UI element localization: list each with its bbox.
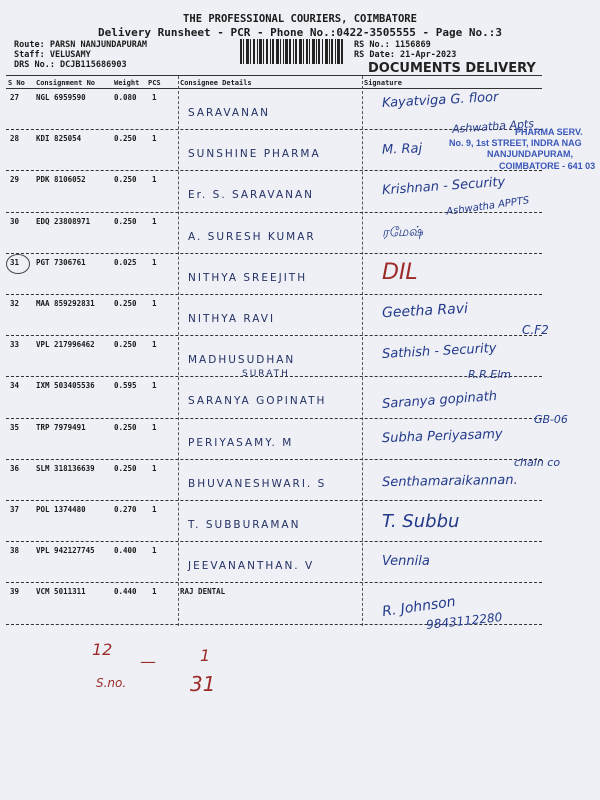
row-consignee: JEEVANANTHAN. V <box>188 560 315 573</box>
row-consignment-no: SLM 318136639 <box>36 463 95 473</box>
row-signature: Geetha Ravi <box>381 300 469 322</box>
stamp-line-3: NANJUNDAPURAM, <box>487 149 574 159</box>
row-pcs: 1 <box>152 93 157 102</box>
annotation-row27: Ashwatha Apts <box>451 117 535 136</box>
page-subtitle: Delivery Runsheet - PCR - Phone No.:0422-3505555 - Page No.:3 <box>98 26 502 39</box>
row-weight: 0.080 <box>114 93 137 102</box>
row-divider <box>6 335 542 336</box>
col-header-weight: Weight <box>114 79 140 87</box>
row-consignee: BHUVANESHWARI. S <box>188 477 327 490</box>
row-pcs: 1 <box>152 257 157 267</box>
row-signature: DIL <box>382 259 418 285</box>
row-pcs: 1 <box>152 340 157 350</box>
row-weight: 0.250 <box>114 216 137 226</box>
row-signature: ரமேஷ் <box>381 223 424 241</box>
row-consignment-no: VCM 5011311 <box>36 587 86 597</box>
row-consignee: PERIYASAMY. M <box>188 436 294 449</box>
row-sno: 31 <box>10 257 20 267</box>
drs-number: DRS No.: DCJB115686903 <box>14 60 127 70</box>
col-header-sno: S No <box>8 79 25 87</box>
column-divider-signature <box>362 76 363 626</box>
row-signature: Vennila <box>382 554 430 570</box>
row-weight: 0.250 <box>114 463 137 473</box>
header-rule-bottom <box>6 88 542 89</box>
rs-number: RS No.: 1156869 <box>354 40 431 50</box>
stamp-line-2: No. 9, 1st STREET, INDRA NAG <box>449 138 582 148</box>
row-consignee: SUNSHINE PHARMA <box>188 148 321 161</box>
row-weight: 0.250 <box>114 175 137 185</box>
annotation-row34: GB-06 <box>534 413 568 426</box>
row-consignment-no: KDI 825054 <box>36 134 82 144</box>
row-divider <box>6 500 542 501</box>
row-signature: Krishnan - Security <box>381 175 506 199</box>
bottom-count-left: 12 <box>92 640 113 659</box>
column-divider-consignee <box>178 76 179 626</box>
row-pcs: 1 <box>152 546 157 556</box>
staff-label: Staff: VELUSAMY <box>14 50 91 60</box>
row-consignee: NITHYA RAVI <box>188 313 276 325</box>
row-divider <box>6 582 542 583</box>
annotation-row32: C.F2 <box>522 323 549 337</box>
row-consignment-no: MAA 859292831 <box>36 299 95 308</box>
row-signature: Sathish - Security <box>381 341 497 363</box>
delivery-stamp <box>425 127 600 177</box>
row-weight: 0.250 <box>114 134 137 144</box>
row-pcs: 1 <box>152 422 157 432</box>
row-signature: Saranya gopinath <box>381 389 498 413</box>
row-divider <box>6 459 542 460</box>
annotation-row33: R.R.Elm <box>468 368 512 381</box>
row-consignee: T. SUBBURAMAN <box>188 519 301 531</box>
row-pcs: 1 <box>152 587 157 597</box>
row-weight: 0.250 <box>114 299 137 308</box>
row-consignment-no: EDQ 23808971 <box>36 216 91 226</box>
row-pcs: 1 <box>152 134 157 144</box>
header-rule-top <box>6 75 542 76</box>
bottom-sno-label: S.no. <box>96 676 127 690</box>
col-header-consignee: Consignee Details <box>180 79 252 87</box>
bottom-count-right: 1 <box>200 646 211 665</box>
row-consignment-no: POL 1374480 <box>36 505 86 514</box>
row-divider <box>6 541 542 542</box>
row-sno: 39 <box>10 587 20 597</box>
row-weight: 0.270 <box>114 505 137 514</box>
row-sno: 36 <box>10 463 20 473</box>
row-weight: 0.025 <box>114 257 137 267</box>
stamp-line-1: PHARMA SERV. <box>515 127 583 137</box>
row-sno: 32 <box>10 299 20 308</box>
row-sno: 33 <box>10 340 20 350</box>
row-consignment-no: TRP 7979491 <box>36 422 86 432</box>
row-signature: M. Raj <box>381 141 423 158</box>
row-sno: 29 <box>10 175 20 185</box>
row-weight: 0.440 <box>114 587 137 597</box>
row-consignee: SARANYA GOPINATH <box>188 395 327 408</box>
row-consignment-no: VPL 942127745 <box>36 546 95 556</box>
row-pcs: 1 <box>152 381 157 391</box>
row-consignment-no: PGT 7306761 <box>36 257 86 267</box>
row-sno: 35 <box>10 422 20 432</box>
row-consignment-no: IXM 503405536 <box>36 381 95 391</box>
row-sno: 28 <box>10 134 20 144</box>
row-signature: Subha Periyasamy <box>381 426 503 446</box>
row-consignment-no: NGL 6959590 <box>36 93 86 102</box>
row-consignee: SARAVANAN <box>188 107 271 119</box>
row-consignee: MADHUSUDHAN <box>188 354 296 367</box>
annotation-row39-phone: 9843112280 <box>425 610 503 632</box>
bottom-sno-value: 31 <box>190 672 216 696</box>
page-title: THE PROFESSIONAL COURIERS, COIMBATORE <box>183 13 417 25</box>
col-header-pcs: PCS <box>148 79 161 87</box>
col-header-signature: Signature <box>364 79 402 87</box>
annotation-row33-consignee: SURATH <box>242 369 290 379</box>
row-signature: R. Johnson <box>381 594 457 621</box>
row-consignment-no: VPL 217996462 <box>36 340 95 350</box>
row-pcs: 1 <box>152 299 157 308</box>
row-consignee: Er. S. SARAVANAN <box>188 189 315 202</box>
bottom-count-dash: — <box>140 652 156 671</box>
row-consignment-no: PDK 8106052 <box>36 175 86 185</box>
stamp-line-4: COIMBATORE - 641 03 <box>499 161 596 171</box>
row-weight: 0.250 <box>114 422 137 432</box>
row-consignee: A. SURESH KUMAR <box>188 230 316 243</box>
col-header-consignment: Consignment No <box>36 79 96 87</box>
row-pcs: 1 <box>152 505 157 514</box>
route-label: Route: PARSN NANJUNDAPURAM <box>14 40 148 50</box>
annotation-row29: Ashwatha APPTS <box>445 195 530 218</box>
row-signature: T. Subbu <box>382 511 460 532</box>
row-pcs: 1 <box>152 463 157 473</box>
row-divider <box>6 253 542 254</box>
row-weight: 0.250 <box>114 340 137 350</box>
row-pcs: 1 <box>152 216 157 226</box>
row-consignee: NITHYA SREEJITH <box>188 271 308 284</box>
rs-date: RS Date: 21-Apr-2023 <box>354 50 457 60</box>
row-sno: 30 <box>10 216 20 226</box>
row-sno: 34 <box>10 381 20 391</box>
row-weight: 0.595 <box>114 381 137 391</box>
row-weight: 0.400 <box>114 546 137 556</box>
row-sno: 38 <box>10 546 20 556</box>
documents-delivery-heading: DOCUMENTS DELIVERY <box>368 61 536 76</box>
row-signature: Kayatviga G. floor <box>381 89 499 112</box>
annotation-row35: chain co <box>514 456 561 469</box>
row-sno: 27 <box>10 93 20 102</box>
row-divider <box>6 418 542 419</box>
row-pcs: 1 <box>152 175 157 185</box>
row-divider <box>6 294 542 295</box>
barcode <box>240 39 344 64</box>
row-sno: 37 <box>10 505 20 514</box>
row-signature: Senthamaraikannan. <box>381 472 518 490</box>
row-31-circle-mark <box>6 254 30 274</box>
row-consignee: RAJ DENTAL <box>180 587 226 597</box>
